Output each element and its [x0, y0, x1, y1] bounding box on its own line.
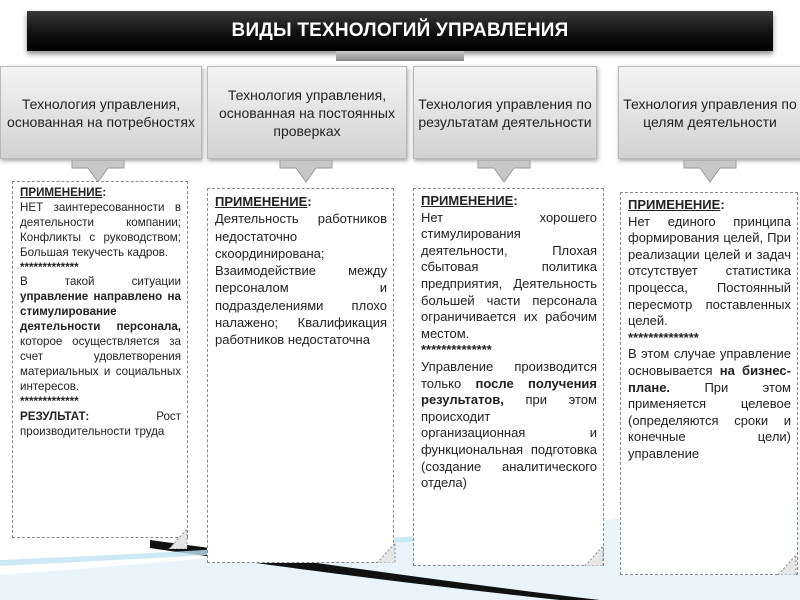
category-header-needs — [0, 66, 202, 159]
separator: ************** — [628, 329, 699, 345]
arrow-down-icon — [680, 160, 740, 184]
separator: ************** — [421, 342, 492, 358]
page-fold-icon — [167, 529, 189, 549]
separator: ************* — [20, 394, 79, 408]
title-connector — [336, 51, 464, 61]
category-header-text: Технология управления, основанная на постоянных проверках — [218, 86, 395, 139]
separator: ************* — [20, 260, 79, 274]
application-text: НЕТ заинтересованности в деятельности компании; Конфликты с руководством; Большая текучесть кадров. — [20, 200, 181, 259]
application-label: ПРИМЕНЕНИЕ — [628, 197, 721, 212]
page-fold-icon — [583, 546, 605, 566]
application-text: Нет единого принципа формирования целей, При реализации целей и задач отсутствует статистика процесса, Постоянный пересмотр поставленных целей. — [628, 213, 791, 329]
arrow-down-icon — [276, 160, 336, 184]
result-text: РЕЗУЛЬТАТ: Рост производительности труда — [20, 409, 181, 438]
application-label: ПРИМЕНЕНИЕ — [20, 186, 103, 199]
application-text: Деятельность работников недостаточно скоординирована; Взаимодействие между персоналом и подразделениями плохо налажено; Квалификация работников недостаточна — [215, 211, 387, 348]
category-header-goals — [618, 66, 800, 159]
application-label: ПРИМЕНЕНИЕ — [421, 193, 514, 208]
content-card-results: ПРИМЕНЕНИЕ: Нет хорошего стимулирования деятельности, Плохая сбытовая политика предприятия, Деятельность большей части персонала ограничивается их рабочим местом. ************** Управление производится только после получения результатов, при этом происходит организационная и функциональная подготовка (создание аналитического отдела) — [413, 188, 604, 566]
content-card-inspections: ПРИМЕНЕНИЕ: Деятельность работников недостаточно скоординирована; Взаимодействие между персоналом и подразделениями плохо налажено; Квалификация работников недостаточна — [207, 188, 394, 563]
category-header-text: Технология управления по результатам деятельности — [418, 95, 592, 130]
category-header-text: Технология управления, основанная на потребностях — [7, 95, 195, 130]
situation-text: В такой ситуации управление направлено на стимулирование деятельности персонала, которое осуществляется за счет удовлетворения материальных и социальных интересов. — [20, 275, 181, 393]
application-text: Нет хорошего стимулирования деятельности, Плохая сбытовая политика предприятия, Деятельность большей части персонала ограничивается их рабочим местом. — [421, 209, 597, 341]
application-label: ПРИМЕНЕНИЕ — [215, 194, 308, 209]
page-title: ВИДЫ ТЕХНОЛОГИЙ УПРАВЛЕНИЯ — [231, 20, 569, 41]
arrow-down-icon — [474, 160, 534, 184]
situation-text: В этом случае управление основывается на бизнес-плане. При этом применяется целевое (определяются сроки и конечные цели) управление — [628, 346, 791, 461]
situation-text: Управление производится только после получения результатов, при этом происходит организационная и функциональная подготовка (создание аналитического отдела) — [421, 358, 597, 491]
page-fold-icon — [776, 555, 798, 575]
category-header-inspections — [207, 66, 407, 159]
content-card-needs: ПРИМЕНЕНИЕ: НЕТ заинтересованности в деятельности компании; Конфликты с руководством; Большая текучесть кадров. ************* В такой ситуации управление направлено на стимулирование деятельности персонала, которое осуществляется за счет удовлетворения материальных и социальных интересов. ************* РЕЗУЛЬТАТ: Рост производительности труда — [12, 181, 188, 538]
page-fold-icon — [375, 543, 397, 563]
title-banner — [27, 11, 773, 51]
category-header-text: Технология управления по целям деятельности — [623, 95, 797, 130]
category-header-results — [413, 66, 597, 159]
content-card-goals: ПРИМЕНЕНИЕ: Нет единого принципа формирования целей, При реализации целей и задач отсутствует статистика процесса, Постоянный пересмотр поставленных целей. ************** В этом случае управление основывается на бизнес-плане. При этом применяется целевое (определяются сроки и конечные цели) управление — [620, 192, 798, 575]
